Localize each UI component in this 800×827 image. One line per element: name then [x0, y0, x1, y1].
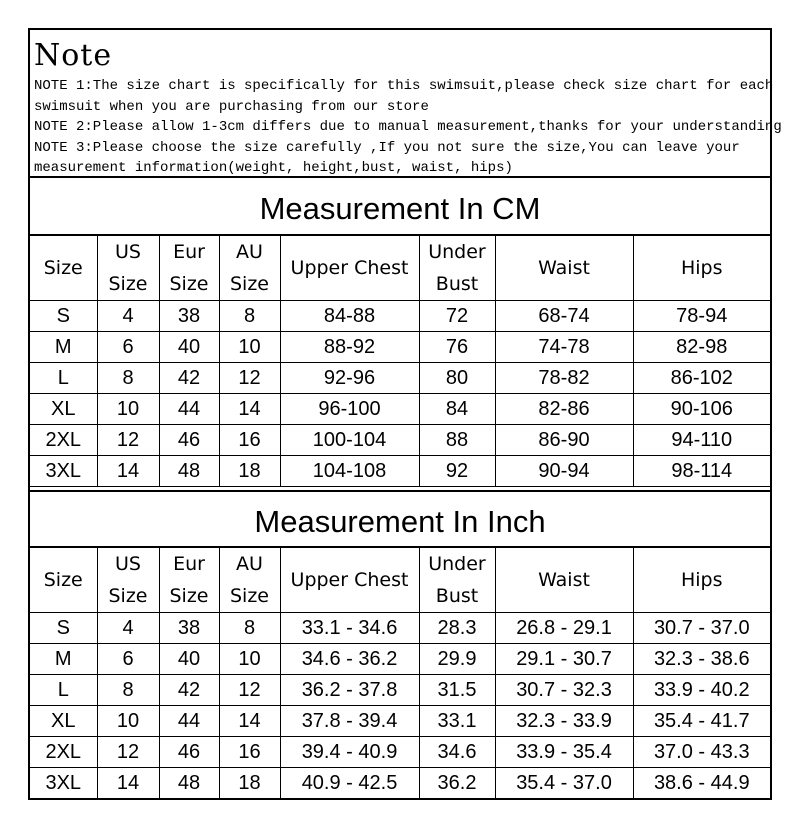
- table-row: [30, 425, 770, 456]
- table-cell: 48: [159, 456, 219, 487]
- header-cell: Size: [30, 236, 97, 301]
- table-row: [30, 613, 770, 644]
- table-cell: 40: [159, 332, 219, 363]
- table-cell: 6: [97, 332, 159, 363]
- table-cell: 46: [159, 737, 219, 768]
- table-cell: 30.7 - 32.3: [495, 675, 633, 706]
- table-cell: 78-82: [495, 363, 633, 394]
- table-cell: 98-114: [633, 456, 770, 487]
- table-cell: 10: [97, 706, 159, 737]
- table-cell: 10: [219, 332, 280, 363]
- table-cell: 37.8 - 39.4: [280, 706, 419, 737]
- table-cell: 2XL: [30, 425, 97, 456]
- table-cell: 72: [419, 301, 495, 332]
- table-row: [30, 644, 770, 675]
- note-line: NOTE 3:Please choose the size carefully ,If you not sure the size,You can leave your: [34, 139, 740, 156]
- table-cell: 78-94: [633, 301, 770, 332]
- table-cell: 8: [97, 363, 159, 394]
- table-cell: 48: [159, 768, 219, 799]
- table-cell: 40.9 - 42.5: [280, 768, 419, 799]
- table-cell: 33.1 - 34.6: [280, 613, 419, 644]
- table-cell: S: [30, 613, 97, 644]
- header-cell: Under Bust: [419, 236, 495, 301]
- table-cell: 29.9: [419, 644, 495, 675]
- table-row: [30, 332, 770, 363]
- cm-size-table: [30, 236, 770, 487]
- table-cell: 44: [159, 706, 219, 737]
- table-cell: 12: [219, 363, 280, 394]
- note-line: NOTE 2:Please allow 1-3cm differs due to manual measurement,thanks for your understanding: [34, 119, 782, 135]
- table-cell: 28.3: [419, 613, 495, 644]
- table-cell: 86-102: [633, 363, 770, 394]
- table-cell: 33.9 - 40.2: [633, 675, 770, 706]
- table-cell: 38: [159, 301, 219, 332]
- size-chart-frame: [28, 28, 782, 800]
- table-cell: 37.0 - 43.3: [633, 737, 770, 768]
- header-cell: Under Bust: [419, 548, 495, 613]
- table-cell: 6: [97, 644, 159, 675]
- table-cell: 14: [219, 394, 280, 425]
- table-cell: 104-108: [280, 456, 419, 487]
- header-cell: Upper Chest: [280, 236, 419, 301]
- table-cell: 18: [219, 768, 280, 799]
- table-cell: 14: [97, 768, 159, 799]
- table-cell: 12: [97, 737, 159, 768]
- table-cell: 42: [159, 675, 219, 706]
- note-title: Note: [34, 38, 113, 73]
- table-row: [30, 768, 770, 799]
- table-cell: 35.4 - 41.7: [633, 706, 770, 737]
- table-cell: 8: [219, 613, 280, 644]
- table-header-row: [30, 236, 770, 301]
- table-cell: 12: [219, 675, 280, 706]
- table-cell: 96-100: [280, 394, 419, 425]
- header-cell: Eur Size: [159, 548, 219, 613]
- table-row: [30, 363, 770, 394]
- table-cell: 86-90: [495, 425, 633, 456]
- table-cell: 90-94: [495, 456, 633, 487]
- table-cell: L: [30, 363, 97, 394]
- table-cell: 38.6 - 44.9: [633, 768, 770, 799]
- table-cell: 84: [419, 394, 495, 425]
- table-row: [30, 394, 770, 425]
- header-cell: Size: [30, 548, 97, 613]
- table-header-row: [30, 548, 770, 613]
- table-cell: L: [30, 675, 97, 706]
- table-cell: 92-96: [280, 363, 419, 394]
- table-cell: 14: [219, 706, 280, 737]
- table-cell: 4: [97, 613, 159, 644]
- table-cell: 68-74: [495, 301, 633, 332]
- header-cell: US Size: [97, 236, 159, 301]
- table-cell: 29.1 - 30.7: [495, 644, 633, 675]
- table-cell: 80: [419, 363, 495, 394]
- table-cell: 3XL: [30, 456, 97, 487]
- table-cell: 34.6: [419, 737, 495, 768]
- table-cell: 33.9 - 35.4: [495, 737, 633, 768]
- table-cell: 36.2: [419, 768, 495, 799]
- table-cell: 31.5: [419, 675, 495, 706]
- table-cell: 82-86: [495, 394, 633, 425]
- header-cell: Hips: [633, 236, 770, 301]
- table-cell: 32.3 - 38.6: [633, 644, 770, 675]
- table-row: [30, 675, 770, 706]
- table-cell: 92: [419, 456, 495, 487]
- table-row: [30, 706, 770, 737]
- table-cell: 10: [219, 644, 280, 675]
- table-cell: 39.4 - 40.9: [280, 737, 419, 768]
- header-cell: Waist: [495, 548, 633, 613]
- table-cell: 14: [97, 456, 159, 487]
- table-cell: M: [30, 332, 97, 363]
- inch-section-title: Measurement In Inch: [30, 490, 770, 548]
- table-cell: 42: [159, 363, 219, 394]
- note-line: NOTE 1:The size chart is specifically for this swimsuit,please check size chart for each: [34, 78, 774, 94]
- table-cell: 4: [97, 301, 159, 332]
- header-cell: Hips: [633, 548, 770, 613]
- table-cell: 35.4 - 37.0: [495, 768, 633, 799]
- table-cell: 8: [97, 675, 159, 706]
- note-line: swimsuit when you are purchasing from our store: [34, 98, 429, 115]
- table-cell: 3XL: [30, 768, 97, 799]
- note-line: measurement information(weight, height,bust, waist, hips): [34, 160, 513, 176]
- table-cell: 82-98: [633, 332, 770, 363]
- table-cell: 40: [159, 644, 219, 675]
- header-cell: AU Size: [219, 548, 280, 613]
- table-cell: 38: [159, 613, 219, 644]
- table-cell: 36.2 - 37.8: [280, 675, 419, 706]
- header-cell: AU Size: [219, 236, 280, 301]
- table-cell: 8: [219, 301, 280, 332]
- table-cell: 76: [419, 332, 495, 363]
- note-section: [30, 30, 782, 178]
- table-cell: 74-78: [495, 332, 633, 363]
- inch-size-table: [30, 548, 770, 798]
- table-cell: 88: [419, 425, 495, 456]
- table-row: [30, 737, 770, 768]
- table-cell: 30.7 - 37.0: [633, 613, 770, 644]
- table-row: [30, 301, 770, 332]
- table-cell: 26.8 - 29.1: [495, 613, 633, 644]
- table-cell: 100-104: [280, 425, 419, 456]
- table-cell: 90-106: [633, 394, 770, 425]
- table-cell: 84-88: [280, 301, 419, 332]
- header-cell: Waist: [495, 236, 633, 301]
- table-cell: 16: [219, 425, 280, 456]
- table-row: [30, 456, 770, 487]
- table-cell: 10: [97, 394, 159, 425]
- table-cell: 32.3 - 33.9: [495, 706, 633, 737]
- table-cell: M: [30, 644, 97, 675]
- table-cell: 44: [159, 394, 219, 425]
- table-cell: 46: [159, 425, 219, 456]
- header-cell: US Size: [97, 548, 159, 613]
- table-cell: 34.6 - 36.2: [280, 644, 419, 675]
- table-cell: 94-110: [633, 425, 770, 456]
- table-cell: 18: [219, 456, 280, 487]
- table-cell: 88-92: [280, 332, 419, 363]
- cm-section-title: Measurement In CM: [30, 179, 770, 236]
- table-cell: 12: [97, 425, 159, 456]
- header-cell: Upper Chest: [280, 548, 419, 613]
- table-cell: XL: [30, 394, 97, 425]
- header-cell: Eur Size: [159, 236, 219, 301]
- table-cell: 16: [219, 737, 280, 768]
- table-cell: 33.1: [419, 706, 495, 737]
- table-cell: S: [30, 301, 97, 332]
- table-cell: 2XL: [30, 737, 97, 768]
- table-cell: XL: [30, 706, 97, 737]
